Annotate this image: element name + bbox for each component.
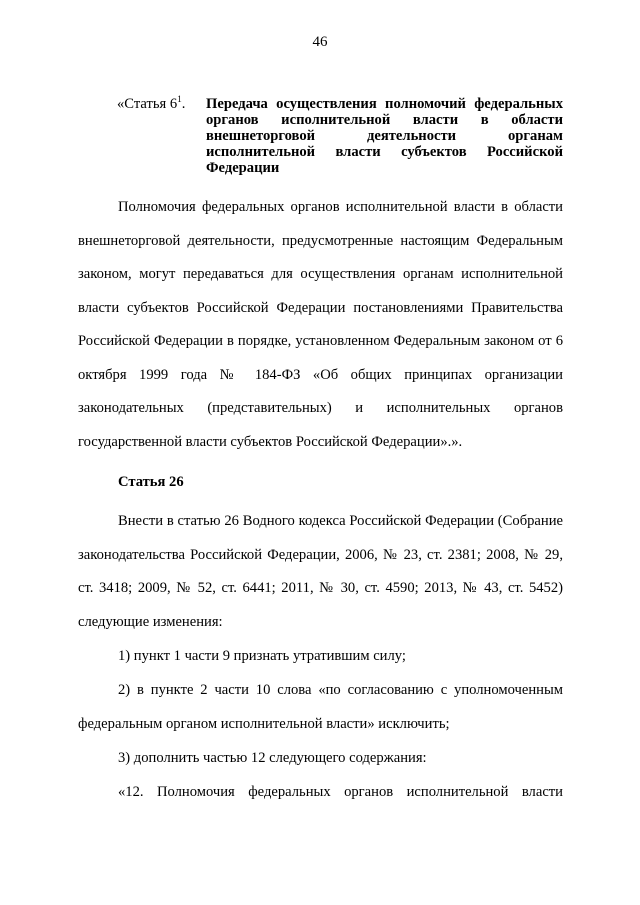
page-number: 46 [312, 34, 328, 50]
list-item: 1) пункт 1 части 9 признать утратившим силу; [118, 648, 406, 664]
article-label-superscript: 1 [177, 94, 182, 105]
article-26-intro: Внести в статью 26 Водного кодекса Российской Федерации (Собрание законодательства Российской Федерации, 2006, № 23, ст. 2381; 2008, № 29, ст. 3418; 2009, № 52, ст. 6441; 2011, № 30, ст. 4590; 2013, № 43, ст. 5452) следующие изменения: [78, 513, 563, 630]
article-6-1-label [117, 96, 185, 112]
article-6-1-title: Передача осуществления полномочий федеральных органов исполнительной власти в области внешнеторговой деятельности органам исполнительной власти субъектов Российской Федерации [206, 96, 563, 176]
article-label-suffix: . [181, 96, 186, 112]
article-26-heading: Статья 26 [118, 474, 184, 490]
article-6-1-body: Полномочия федеральных органов исполнительной власти в области внешнеторговой деятельности, предусмотренные настоящим Федеральным законом, могут передаваться для осуществления органам исполнительной власти субъектов Российской Федерации постановлениями Правительства Российской Федерации в порядке, установленном Федеральным законом от 6 октября 1999 года № 184-ФЗ «Об общих принципах организации законодательных (представительных) и исполнительных органов государственной власти субъектов Российской Федерации».». [78, 199, 563, 450]
list-item: 3) дополнить частью 12 следующего содержания: [118, 750, 427, 766]
list-item: «12. Полномочия федеральных органов исполнительной власти [118, 784, 563, 800]
list-item: 2) в пункте 2 части 10 слова «по согласованию с уполномоченным федеральным органом исполнительной власти» исключить; [78, 682, 563, 732]
article-label-prefix: «Статья 6 [117, 96, 178, 112]
